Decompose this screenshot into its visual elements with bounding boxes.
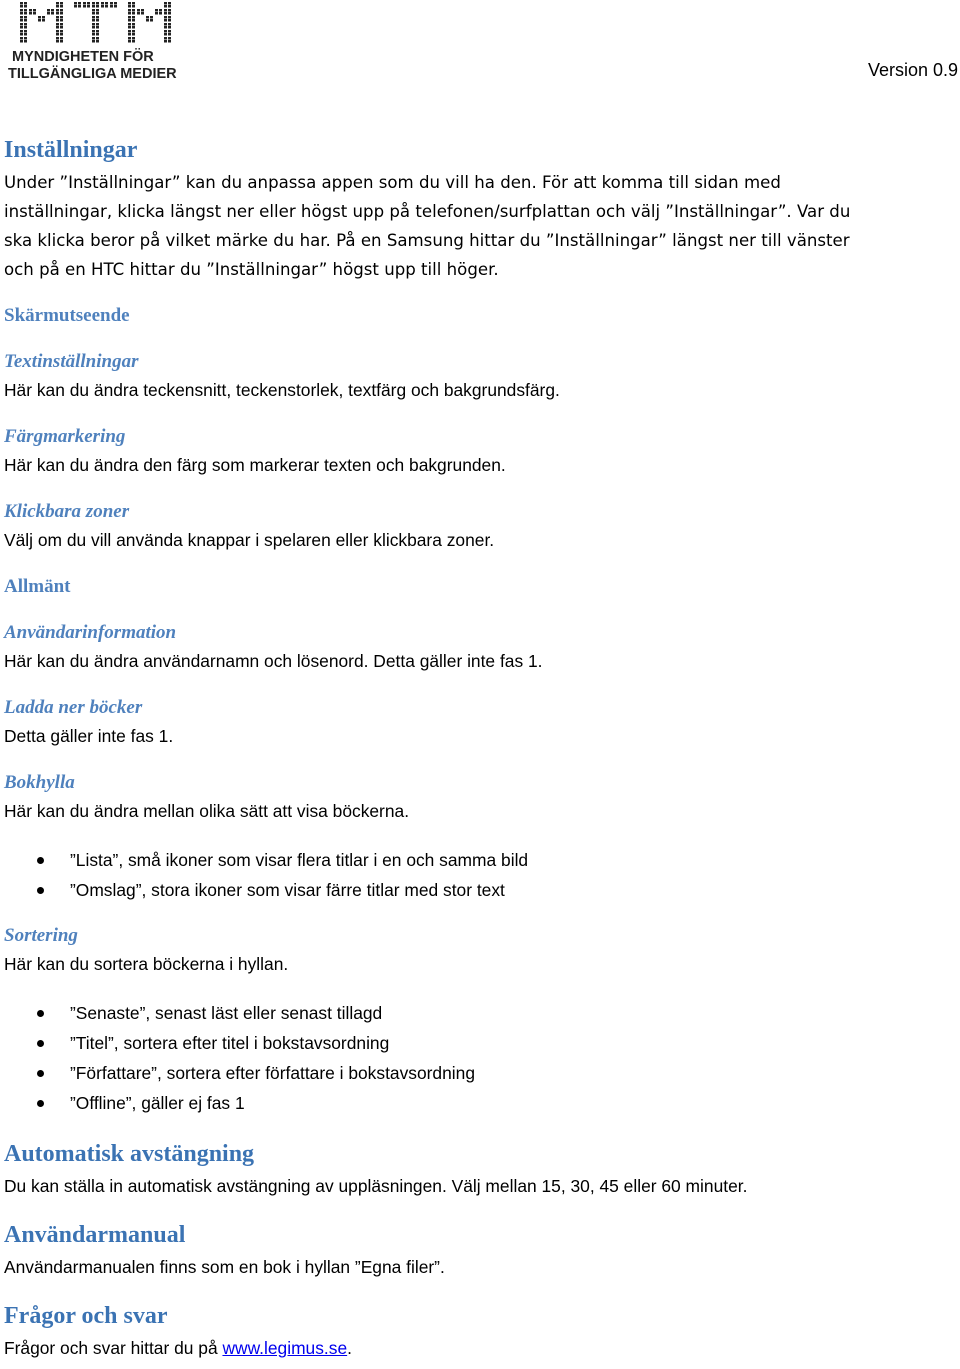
heading-klickbara-zoner: Klickbara zoner	[4, 501, 130, 522]
heading-skarmutseende: Skärmutseende	[4, 305, 130, 326]
heading-ladda-ner-bocker: Ladda ner böcker	[4, 697, 143, 718]
mtm-logo-mark-icon	[8, 0, 192, 82]
list-item: ”Författare”, sortera efter författare i bokstavsordning	[4, 1058, 954, 1088]
logo-line1: MYNDIGHETEN FÖR	[12, 49, 154, 65]
heading-automatisk-avstangning: Automatisk avstängning	[4, 1141, 255, 1167]
heading-allmant: Allmänt	[4, 576, 71, 597]
heading-fargmarkering: Färgmarkering	[4, 426, 126, 447]
logo-line2: TILLGÄNGLIGA MEDIER	[8, 66, 177, 82]
paragraph-sortering: Här kan du sortera böckerna i hyllan.	[4, 954, 289, 974]
paragraph-anvandarinformation: Här kan du ändra användarnamn och lösenord. Detta gäller inte fas 1.	[4, 651, 543, 671]
paragraph-klickbara-zoner: Välj om du vill använda knappar i spelaren eller klickbara zoner.	[4, 530, 495, 550]
paragraph-anvandarmanual: Användarmanualen finns som en bok i hyllan ”Egna filer”.	[4, 1257, 445, 1277]
heading-anvandarmanual: Användarmanual	[4, 1222, 186, 1248]
paragraph-fragor-och-svar	[4, 1334, 954, 1363]
legimus-link[interactable]: www.legimus.se	[222, 1338, 348, 1358]
list-item: ”Titel”, sortera efter titel i bokstavsordning	[4, 1028, 954, 1058]
fragor-text-after: .	[347, 1338, 352, 1358]
paragraph-textinstallningar: Här kan du ändra teckensnitt, teckenstorlek, textfärg och bakgrundsfärg.	[4, 380, 560, 400]
version-label: Version 0.9	[867, 60, 958, 80]
paragraph-automatisk-avstangning: Du kan ställa in automatisk avstängning av uppläsningen. Välj mellan 15, 30, 45 eller 60 minuter.	[4, 1176, 748, 1196]
heading-installningar: Inställningar	[4, 137, 138, 163]
list-item: ”Lista”, små ikoner som visar flera titlar i en och samma bild	[4, 845, 954, 875]
paragraph-fargmarkering: Här kan du ändra den färg som markerar texten och bakgrunden.	[4, 455, 506, 475]
paragraph-installningar: Under ”Inställningar” kan du anpassa appen som du vill ha den. För att komma till sidan med inställningar, klicka längst ner eller högst upp på telefonen/surfplattan och välj ”Inställningar”. Var du ska klicka beror på vilket märke du har. På en Samsung hittar du ”Inställningar” längst ner till vänster och på en HTC hittar du ”Inställningar” högst upp till höger.	[4, 173, 851, 279]
bokhylla-list	[4, 845, 954, 905]
list-item: ”Offline”, gäller ej fas 1	[4, 1088, 954, 1118]
fragor-text-before: Frågor och svar hittar du på	[4, 1338, 223, 1358]
paragraph-ladda-ner-bocker: Detta gäller inte fas 1.	[4, 726, 174, 746]
heading-fragor-och-svar: Frågor och svar	[4, 1303, 168, 1329]
list-item: ”Omslag”, stora ikoner som visar färre titlar med stor text	[4, 875, 954, 905]
heading-sortering: Sortering	[4, 925, 78, 946]
list-item: ”Senaste”, senast läst eller senast tillagd	[4, 998, 954, 1028]
mtm-logo	[8, 0, 192, 82]
heading-anvandarinformation: Användarinformation	[4, 622, 177, 643]
paragraph-bokhylla: Här kan du ändra mellan olika sätt att visa böckerna.	[4, 801, 410, 821]
heading-textinstallningar: Textinställningar	[4, 351, 139, 372]
document-body	[4, 132, 954, 1363]
sortering-list	[4, 998, 954, 1118]
heading-bokhylla: Bokhylla	[4, 772, 75, 793]
